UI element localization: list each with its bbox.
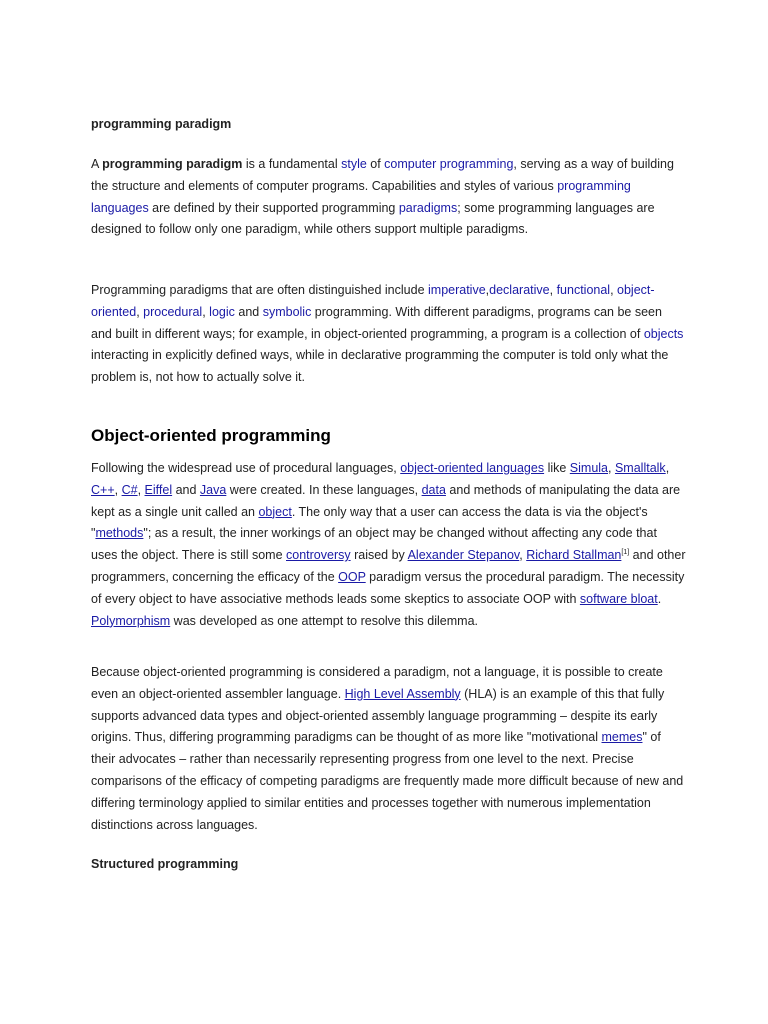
document-title-block <box>91 117 686 131</box>
oop-heading: Object-oriented programming <box>91 426 331 445</box>
link-computer-programming[interactable]: computer programming <box>384 157 514 171</box>
link-cpp[interactable]: C++ <box>91 482 115 497</box>
link-declarative[interactable]: declarative <box>489 283 550 297</box>
link-methods[interactable]: methods <box>95 526 144 541</box>
link-controversy[interactable]: controversy <box>286 548 351 563</box>
link-object-oriented-languages[interactable]: object-oriented languages <box>400 461 545 475</box>
oop-paragraph-2-block <box>91 662 686 836</box>
oop-paragraph-1-block <box>91 458 686 632</box>
link-simula[interactable]: Simula <box>569 461 609 475</box>
oop-paragraph-2: Because object-oriented programming is considered a paradigm, not a language, it is possible to create even an object-oriented assembler language. High Level Assembly (HLA) is an example of this that fully supports advanced data types and object-oriented assembly language programming – despite its early origins. Thus, differing programming paradigms can be thought of as more like "motivational memes" of their advocates – rather than necessarily representing progress from one level to the next. Precise comparisons of the efficacy of competing paradigms are frequently made more difficult because of new and differing terminology applied to similar entities and processes together with numerous implementation distinctions across languages. <box>91 665 684 832</box>
link-high-level-assembly[interactable]: High Level Assembly <box>344 686 461 701</box>
structured-heading-block <box>91 857 686 871</box>
link-data[interactable]: data <box>421 482 446 497</box>
distinguished-paragraph-block <box>91 280 686 389</box>
oop-heading-block <box>91 426 686 446</box>
structured-programming-heading: Structured programming <box>91 857 239 871</box>
link-eiffel[interactable]: Eiffel <box>144 482 173 497</box>
link-logic[interactable]: logic <box>209 304 235 319</box>
term-bold: programming paradigm <box>102 157 243 171</box>
link-richard-stallman[interactable]: Richard Stallman <box>526 548 622 563</box>
intro-paragraph: A programming paradigm is a fundamental style of computer programming, serving as a way of building the structure and elements of computer programs. Capabilities and styles of various programming languages are defined by their supported programming paradigms; some programming languages are designed to follow only one paradigm, while others support multiple paradigms. <box>91 157 674 237</box>
link-alexander-stepanov[interactable]: Alexander Stepanov <box>407 548 520 563</box>
distinguished-paragraph: Programming paradigms that are often distinguished include imperative,declarative, functional, object-oriented, procedural, logic and symbolic programming. With different paradigms, programs can be seen and built in different ways; for example, in object-oriented programming, a program is a collection of objects interacting in explicitly defined ways, while in declarative programming the computer is told only what the problem is, not how to actually solve it. <box>91 283 684 385</box>
oop-paragraph-1: Following the widespread use of procedural languages, object-oriented languages like Simula, Smalltalk, C++, C#, Eiffel and Java were created. In these languages, data and methods of manipulating the data are kept as a single unit called an object. The only way that a user can access the data is via the object's "methods"; as a result, the inner workings of an object may be changed without affecting any code that uses the object. There is still some controversy raised by Alexander Stepanov, Richard Stallman[1] and other programmers, concerning the efficacy of the OOP paradigm versus the procedural paradigm. The necessity of every object to have associative methods leads some skeptics to associate OOP with software bloat. Polymorphism was developed as one attempt to resolve this dilemma. <box>91 461 686 628</box>
link-oop[interactable]: OOP <box>338 569 366 584</box>
link-polymorphism[interactable]: Polymorphism <box>91 613 171 628</box>
intro-paragraph-block <box>91 154 686 241</box>
link-programming-languages[interactable]: programming languages <box>91 178 631 215</box>
document-title: programming paradigm <box>91 117 232 131</box>
footnote-ref[interactable]: [1] <box>621 549 630 557</box>
link-functional[interactable]: functional <box>556 283 611 297</box>
link-object[interactable]: object <box>258 504 292 519</box>
link-procedural[interactable]: procedural <box>143 304 203 319</box>
link-paradigms[interactable]: paradigms <box>398 200 458 215</box>
link-java[interactable]: Java <box>199 482 227 497</box>
link-smalltalk[interactable]: Smalltalk <box>614 461 666 475</box>
link-objects[interactable]: objects <box>643 326 684 341</box>
link-symbolic[interactable]: symbolic <box>262 304 312 319</box>
link-imperative[interactable]: imperative <box>428 283 486 297</box>
link-object-oriented[interactable]: object-oriented <box>91 283 655 319</box>
link-csharp[interactable]: C# <box>121 482 138 497</box>
link-style[interactable]: style <box>341 157 367 171</box>
link-memes[interactable]: memes <box>601 730 643 745</box>
link-software-bloat[interactable]: software bloat <box>579 591 658 606</box>
